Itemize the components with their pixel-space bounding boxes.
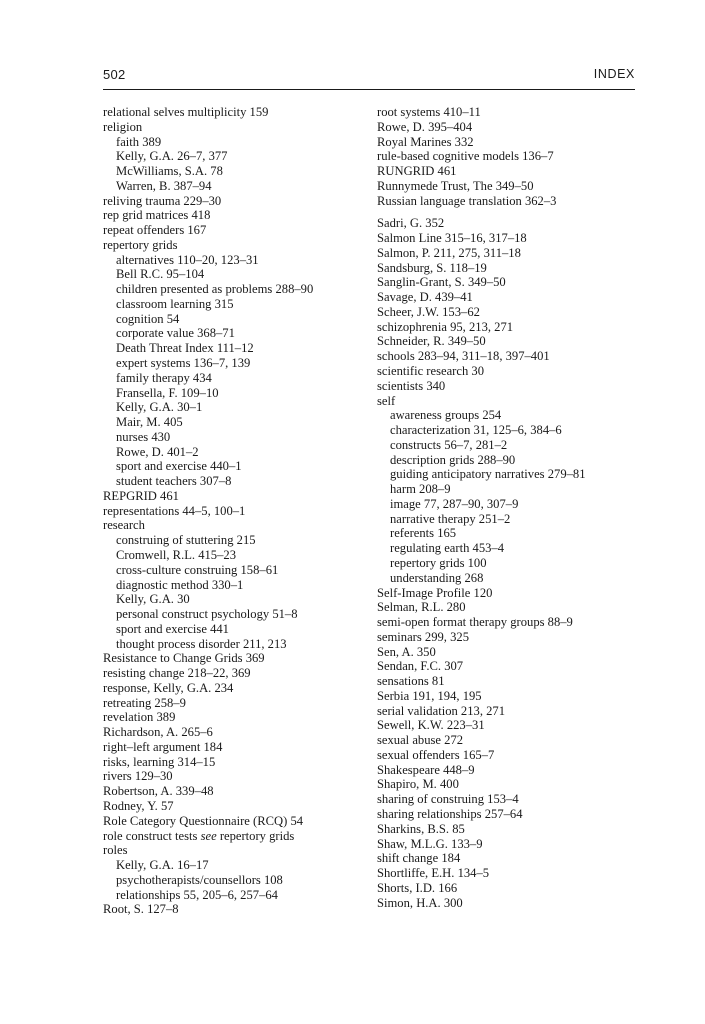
index-entry: [377, 645, 639, 660]
index-subentry: [103, 415, 365, 430]
entry-text: Self-Image Profile 120: [377, 585, 493, 600]
entry-text: sensations 81: [377, 674, 445, 689]
entry-text: psychotherapists/counsellors 108: [116, 872, 283, 887]
entry-text: personal construct psychology 51–8: [116, 607, 298, 622]
entry-text: rep grid matrices 418: [103, 208, 211, 223]
index-entry: [377, 763, 639, 778]
entry-text: cognition 54: [116, 311, 180, 326]
index-entry: [103, 120, 365, 135]
entry-text: Sewell, K.W. 223–31: [377, 718, 485, 733]
entry-text: repertory grids 100: [390, 555, 487, 570]
entry-text: nurses 430: [116, 429, 171, 444]
entry-text: Resistance to Change Grids 369: [103, 651, 265, 666]
index-entry: [103, 105, 365, 120]
index-subentry: [103, 459, 365, 474]
entry-text: self: [377, 393, 396, 408]
entry-text: thought process disorder 211, 213: [116, 636, 287, 651]
index-subentry: [103, 888, 365, 903]
index-subentry: [103, 312, 365, 327]
index-entry: [103, 755, 365, 770]
index-entry: [377, 777, 639, 792]
entry-text: student teachers 307–8: [116, 474, 232, 489]
entry-text: Selman, R.L. 280: [377, 600, 466, 615]
index-entry: [103, 814, 365, 829]
index-entry: [377, 792, 639, 807]
index-subentry: [377, 408, 639, 423]
index-entry: [377, 379, 639, 394]
index-subentry: [377, 497, 639, 512]
entry-text: harm 208–9: [390, 482, 451, 497]
entry-text: relational selves multiplicity 159: [103, 105, 269, 119]
cross-reference-marker: see: [200, 828, 217, 843]
index-entry: [103, 784, 365, 799]
entry-text: Bell R.C. 95–104: [116, 267, 205, 282]
index-entry: [377, 866, 639, 881]
page-number: 502: [103, 67, 126, 82]
entry-text: rule-based cognitive models 136–7: [377, 149, 554, 164]
entry-text: narrative therapy 251–2: [390, 511, 511, 526]
index-entry: [377, 179, 639, 194]
index-entry: [377, 630, 639, 645]
entry-text: referents 165: [390, 526, 457, 541]
index-subentry: [103, 445, 365, 460]
index-entry: [103, 902, 365, 917]
index-subentry: [103, 592, 365, 607]
entry-text: diagnostic method 330–1: [116, 577, 244, 592]
entry-text: shift change 184: [377, 851, 461, 866]
index-subentry: [103, 341, 365, 356]
index-entry: [377, 364, 639, 379]
index-entry: [103, 696, 365, 711]
index-subentry: [377, 541, 639, 556]
index-entry: [377, 615, 639, 630]
index-entry: [103, 725, 365, 740]
index-subentry: [103, 371, 365, 386]
entry-text: image 77, 287–90, 307–9: [390, 496, 519, 511]
index-subentry: [103, 179, 365, 194]
entry-text: constructs 56–7, 281–2: [390, 437, 508, 452]
index-subentry: [103, 430, 365, 445]
index-entry: [377, 231, 639, 246]
entry-text: Sendan, F.C. 307: [377, 659, 464, 674]
index-entry: [377, 733, 639, 748]
entry-text: rivers 129–30: [103, 769, 173, 784]
index-subentry: [103, 297, 365, 312]
entry-text: expert systems 136–7, 139: [116, 356, 251, 371]
index-entry: [377, 261, 639, 276]
running-header: [103, 67, 635, 85]
index-entry: [103, 740, 365, 755]
index-subentry: [103, 253, 365, 268]
index-column-left: [103, 105, 365, 917]
index-entry: [103, 194, 365, 209]
index-entry: [377, 586, 639, 601]
entry-text: serial validation 213, 271: [377, 703, 506, 718]
index-entry: [103, 843, 365, 858]
entry-text: description grids 288–90: [390, 452, 516, 467]
entry-text: Royal Marines 332: [377, 134, 474, 149]
index-entry: [377, 851, 639, 866]
index-subentry: [103, 282, 365, 297]
index-entry: [377, 164, 639, 179]
index-subentry: [103, 873, 365, 888]
index-entry: [377, 216, 639, 231]
index-entry: [377, 349, 639, 364]
index-subentry: [377, 423, 639, 438]
entry-text: roles: [103, 843, 128, 858]
index-entry: [103, 238, 365, 253]
index-entry: [377, 120, 639, 135]
index-entry: [377, 105, 639, 120]
entry-text: construing of stuttering 215: [116, 533, 256, 548]
index-entry: [377, 689, 639, 704]
entry-text: Sharkins, B.S. 85: [377, 821, 465, 836]
index-subentry: [377, 556, 639, 571]
index-subentry: [103, 622, 365, 637]
index-entry: [377, 246, 639, 261]
index-entry: [377, 881, 639, 896]
entry-text: revelation 389: [103, 710, 176, 725]
entry-text: schizophrenia 95, 213, 271: [377, 319, 514, 334]
index-entry: [377, 305, 639, 320]
entry-text: root systems 410–11: [377, 105, 481, 119]
entry-text: alternatives 110–20, 123–31: [116, 252, 259, 267]
entry-text: Role Category Questionnaire (RCQ) 54: [103, 813, 304, 828]
entry-text: Rowe, D. 395–404: [377, 119, 473, 134]
index-subentry: [377, 467, 639, 482]
entry-text: sexual abuse 272: [377, 733, 464, 748]
entry-text: guiding anticipatory narratives 279–81: [390, 467, 586, 482]
entry-text: relationships 55, 205–6, 257–64: [116, 887, 278, 902]
entry-text: sexual offenders 165–7: [377, 747, 495, 762]
entry-text: resisting change 218–22, 369: [103, 666, 251, 681]
entry-text: Shortliffe, E.H. 134–5: [377, 866, 490, 881]
header-rule: [103, 89, 635, 90]
entry-text: retreating 258–9: [103, 695, 186, 710]
entry-text: Fransella, F. 109–10: [116, 385, 219, 400]
index-entry: [377, 600, 639, 615]
entry-text: Kelly, G.A. 30–1: [116, 400, 203, 415]
entry-text: Schneider, R. 349–50: [377, 334, 486, 349]
index-subentry: [377, 526, 639, 541]
index-entry: [377, 275, 639, 290]
entry-text: risks, learning 314–15: [103, 754, 216, 769]
entry-text: awareness groups 254: [390, 408, 502, 423]
entry-text: children presented as problems 288–90: [116, 282, 314, 297]
entry-text: regulating earth 453–4: [390, 541, 505, 556]
entry-text: Warren, B. 387–94: [116, 178, 212, 193]
entry-text: cross-culture construing 158–61: [116, 562, 279, 577]
index-subentry: [377, 482, 639, 497]
entry-text: Serbia 191, 194, 195: [377, 688, 482, 703]
index-entry: [103, 829, 365, 844]
entry-text: Kelly, G.A. 16–17: [116, 858, 209, 873]
entry-text: semi-open format therapy groups 88–9: [377, 615, 573, 630]
cross-reference-target: repertory grids: [216, 828, 295, 843]
entry-text: corporate value 368–71: [116, 326, 235, 341]
entry-text: scientists 340: [377, 378, 446, 393]
index-entry: [377, 320, 639, 335]
index-subentry: [103, 474, 365, 489]
index-entry: [377, 837, 639, 852]
entry-text: understanding 268: [390, 570, 484, 585]
entry-text: Sandsburg, S. 118–19: [377, 260, 487, 275]
entry-text: McWilliams, S.A. 78: [116, 164, 223, 179]
entry-text: Mair, M. 405: [116, 415, 183, 430]
entry-text: sharing relationships 257–64: [377, 806, 523, 821]
entry-text: Runnymede Trust, The 349–50: [377, 178, 534, 193]
entry-text: Salmon, P. 211, 275, 311–18: [377, 245, 521, 260]
index-entry: [377, 704, 639, 719]
index-entry: [377, 394, 639, 409]
index-entry: [103, 681, 365, 696]
entry-text: Shakespeare 448–9: [377, 762, 475, 777]
entry-text: Sen, A. 350: [377, 644, 436, 659]
entry-text: research: [103, 518, 145, 533]
index-entry: [103, 518, 365, 533]
index-entry: [377, 659, 639, 674]
entry-text: Shapiro, M. 400: [377, 777, 459, 792]
entry-text: faith 389: [116, 134, 162, 149]
entry-text: Salmon Line 315–16, 317–18: [377, 231, 527, 246]
index-subentry: [103, 858, 365, 873]
index-entry: [103, 504, 365, 519]
entry-text: characterization 31, 125–6, 384–6: [390, 423, 562, 438]
index-column-right: [377, 105, 639, 910]
entry-text: Kelly, G.A. 30: [116, 592, 190, 607]
index-subentry: [103, 164, 365, 179]
entry-text: Russian language translation 362–3: [377, 193, 557, 208]
entry-text: reliving trauma 229–30: [103, 193, 222, 208]
index-subentry: [103, 578, 365, 593]
entry-text: Scheer, J.W. 153–62: [377, 304, 480, 319]
index-entry: [103, 710, 365, 725]
index-entry: [103, 769, 365, 784]
index-entry: [103, 666, 365, 681]
index-subentry: [103, 400, 365, 415]
entry-text: Root, S. 127–8: [103, 902, 179, 917]
entry-text: right–left argument 184: [103, 739, 223, 754]
entry-text: representations 44–5, 100–1: [103, 503, 246, 518]
index-subentry: [103, 386, 365, 401]
entry-text: Simon, H.A. 300: [377, 895, 463, 910]
index-entry: [377, 807, 639, 822]
index-subentry: [103, 356, 365, 371]
index-entry: [103, 208, 365, 223]
index-entry: [377, 718, 639, 733]
index-entry: [377, 194, 639, 209]
entry-text: Richardson, A. 265–6: [103, 725, 213, 740]
entry-text: RUNGRID 461: [377, 164, 457, 179]
entry-text: sport and exercise 441: [116, 621, 229, 636]
index-entry: [103, 651, 365, 666]
entry-text: Shorts, I.D. 166: [377, 880, 458, 895]
index-entry: [377, 149, 639, 164]
index-entry: [377, 822, 639, 837]
entry-text: Sanglin-Grant, S. 349–50: [377, 275, 506, 290]
entry-text: Kelly, G.A. 26–7, 377: [116, 149, 228, 164]
index-subentry: [377, 512, 639, 527]
index-subentry: [103, 607, 365, 622]
entry-text: repeat offenders 167: [103, 223, 207, 238]
entry-text: Death Threat Index 111–12: [116, 341, 254, 356]
entry-text: REPGRID 461: [103, 488, 179, 503]
index-entry: [103, 489, 365, 504]
entry-text: Sadri, G. 352: [377, 216, 445, 231]
entry-text: family therapy 434: [116, 370, 212, 385]
index-subentry: [103, 563, 365, 578]
entry-text: Rowe, D. 401–2: [116, 444, 199, 459]
index-subentry: [377, 438, 639, 453]
index-subentry: [103, 149, 365, 164]
index-subentry: [103, 533, 365, 548]
entry-text: seminars 299, 325: [377, 629, 469, 644]
entry-text: classroom learning 315: [116, 296, 234, 311]
index-subentry: [377, 453, 639, 468]
index-entry: [377, 896, 639, 911]
section-title: INDEX: [593, 67, 635, 81]
index-entry: [377, 748, 639, 763]
index-entry: [377, 135, 639, 150]
index-entry: [377, 674, 639, 689]
index-entry: [377, 334, 639, 349]
entry-text: Cromwell, R.L. 415–23: [116, 547, 236, 562]
entry-text: sport and exercise 440–1: [116, 459, 242, 474]
index-subentry: [377, 571, 639, 586]
entry-text: schools 283–94, 311–18, 397–401: [377, 349, 550, 364]
entry-text: response, Kelly, G.A. 234: [103, 680, 234, 695]
index-subentry: [103, 326, 365, 341]
entry-text: Robertson, A. 339–48: [103, 784, 214, 799]
index-subentry: [103, 267, 365, 282]
entry-text: scientific research 30: [377, 364, 484, 379]
entry-text: repertory grids: [103, 237, 178, 252]
entry-text: Savage, D. 439–41: [377, 290, 473, 305]
entry-text: Rodney, Y. 57: [103, 798, 174, 813]
entry-text: role construct tests: [103, 828, 201, 843]
index-entry: [103, 223, 365, 238]
entry-text: religion: [103, 119, 143, 134]
entry-text: Shaw, M.L.G. 133–9: [377, 836, 483, 851]
index-entry: [103, 799, 365, 814]
index-subentry: [103, 637, 365, 652]
index-subentry: [103, 135, 365, 150]
index-entry: [377, 290, 639, 305]
index-subentry: [103, 548, 365, 563]
entry-text: sharing of construing 153–4: [377, 792, 519, 807]
